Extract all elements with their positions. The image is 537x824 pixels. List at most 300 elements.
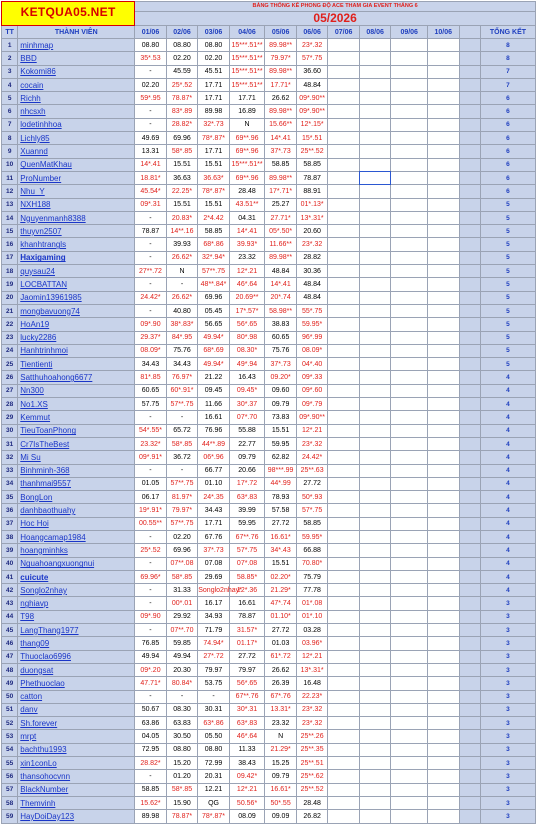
- score-cell[interactable]: [391, 504, 428, 517]
- member-name-cell[interactable]: Nn300: [18, 384, 135, 397]
- score-cell[interactable]: [328, 198, 360, 211]
- score-cell[interactable]: 88.91: [296, 185, 328, 198]
- score-cell[interactable]: [359, 411, 391, 424]
- score-cell[interactable]: [328, 118, 360, 131]
- score-cell[interactable]: 81*.85: [135, 371, 167, 384]
- score-cell[interactable]: [428, 358, 460, 371]
- score-cell[interactable]: [391, 358, 428, 371]
- score-cell[interactable]: [328, 717, 360, 730]
- score-cell[interactable]: [428, 39, 460, 52]
- score-cell[interactable]: 57*.75: [296, 52, 328, 65]
- score-cell[interactable]: [428, 770, 460, 783]
- score-cell[interactable]: 24.42*: [135, 291, 167, 304]
- score-cell[interactable]: 38*.83*: [166, 318, 198, 331]
- score-cell[interactable]: [391, 211, 428, 224]
- member-name-cell[interactable]: lodetinhhoa: [18, 118, 135, 131]
- score-cell[interactable]: 29.37*: [135, 331, 167, 344]
- member-name-cell[interactable]: QuenMatKhau: [18, 158, 135, 171]
- member-name-cell[interactable]: mongbavuong74: [18, 304, 135, 317]
- score-cell[interactable]: -: [135, 530, 167, 543]
- score-cell[interactable]: [359, 265, 391, 278]
- score-cell[interactable]: 16.17: [198, 597, 230, 610]
- score-cell[interactable]: -: [135, 464, 167, 477]
- score-cell[interactable]: 30.31: [198, 703, 230, 716]
- score-cell[interactable]: [359, 663, 391, 676]
- score-cell[interactable]: 58.85*: [229, 570, 265, 583]
- score-cell[interactable]: 63.86: [135, 717, 167, 730]
- score-cell[interactable]: 36.72: [166, 451, 198, 464]
- score-cell[interactable]: [391, 437, 428, 450]
- score-cell[interactable]: 26.62: [265, 92, 297, 105]
- score-cell[interactable]: [391, 597, 428, 610]
- score-cell[interactable]: [328, 331, 360, 344]
- member-name-cell[interactable]: quysau24: [18, 265, 135, 278]
- member-name-cell[interactable]: bachthu1993: [18, 743, 135, 756]
- score-cell[interactable]: [359, 610, 391, 623]
- score-cell[interactable]: 30.50: [166, 730, 198, 743]
- score-cell[interactable]: 08.80: [166, 743, 198, 756]
- score-cell[interactable]: [359, 118, 391, 131]
- score-cell[interactable]: [391, 451, 428, 464]
- score-cell[interactable]: 89.98**: [265, 39, 297, 52]
- score-cell[interactable]: N: [229, 118, 265, 131]
- score-cell[interactable]: 12*.21: [296, 424, 328, 437]
- score-cell[interactable]: [391, 770, 428, 783]
- score-cell[interactable]: -: [135, 251, 167, 264]
- score-cell[interactable]: 02.20: [166, 52, 198, 65]
- score-cell[interactable]: [359, 225, 391, 238]
- score-cell[interactable]: [391, 132, 428, 145]
- score-cell[interactable]: 15***.51**: [229, 158, 265, 171]
- score-cell[interactable]: 78.93: [265, 491, 297, 504]
- score-cell[interactable]: 07*.70: [229, 411, 265, 424]
- score-cell[interactable]: 75.79: [296, 570, 328, 583]
- score-cell[interactable]: 15.51: [265, 557, 297, 570]
- member-name-cell[interactable]: Sh.forever: [18, 717, 135, 730]
- score-cell[interactable]: 01.10*: [265, 610, 297, 623]
- score-cell[interactable]: [428, 464, 460, 477]
- score-cell[interactable]: [428, 251, 460, 264]
- score-cell[interactable]: [359, 730, 391, 743]
- score-cell[interactable]: 13*.31*: [296, 211, 328, 224]
- score-cell[interactable]: [428, 344, 460, 357]
- score-cell[interactable]: 23*.32: [296, 39, 328, 52]
- score-cell[interactable]: 08.80: [198, 39, 230, 52]
- score-cell[interactable]: [391, 105, 428, 118]
- score-cell[interactable]: 59.95: [265, 437, 297, 450]
- score-cell[interactable]: 65.72: [166, 424, 198, 437]
- score-cell[interactable]: 25**.52: [296, 145, 328, 158]
- score-cell[interactable]: 48**.84*: [198, 278, 230, 291]
- member-name-cell[interactable]: BongLon: [18, 491, 135, 504]
- score-cell[interactable]: -: [135, 238, 167, 251]
- member-name-cell[interactable]: Kemmut: [18, 411, 135, 424]
- score-cell[interactable]: 15.51: [265, 424, 297, 437]
- score-cell[interactable]: -: [135, 118, 167, 131]
- score-cell[interactable]: 08.80: [166, 39, 198, 52]
- score-cell[interactable]: [359, 185, 391, 198]
- score-cell[interactable]: [391, 810, 428, 823]
- score-cell[interactable]: 04*.40: [296, 358, 328, 371]
- score-cell[interactable]: 89.98**: [265, 105, 297, 118]
- member-name-cell[interactable]: BlackNumber: [18, 783, 135, 796]
- score-cell[interactable]: [328, 437, 360, 450]
- score-cell[interactable]: [328, 92, 360, 105]
- score-cell[interactable]: [428, 265, 460, 278]
- score-cell[interactable]: 17.71: [198, 145, 230, 158]
- score-cell[interactable]: -: [135, 211, 167, 224]
- member-name-cell[interactable]: ProNumber: [18, 171, 135, 184]
- score-cell[interactable]: 09*.91*: [135, 451, 167, 464]
- score-cell[interactable]: [391, 39, 428, 52]
- score-cell[interactable]: 09.20*: [265, 371, 297, 384]
- score-cell[interactable]: 54*.55*: [135, 424, 167, 437]
- score-cell[interactable]: 50.56*: [229, 796, 265, 809]
- score-cell[interactable]: [328, 557, 360, 570]
- score-cell[interactable]: 15***.51**: [229, 65, 265, 78]
- score-cell[interactable]: 09.42*: [229, 770, 265, 783]
- score-cell[interactable]: [359, 424, 391, 437]
- member-name-cell[interactable]: mrpt: [18, 730, 135, 743]
- score-cell[interactable]: 49*.94: [229, 358, 265, 371]
- score-cell[interactable]: 21.29*: [265, 743, 297, 756]
- score-cell[interactable]: 14*.41: [265, 132, 297, 145]
- score-cell[interactable]: 01.05: [135, 477, 167, 490]
- score-cell[interactable]: [391, 530, 428, 543]
- score-cell[interactable]: [391, 331, 428, 344]
- score-cell[interactable]: -: [135, 304, 167, 317]
- score-cell[interactable]: [391, 238, 428, 251]
- score-cell[interactable]: 16.61*: [265, 783, 297, 796]
- score-cell[interactable]: [328, 597, 360, 610]
- score-cell[interactable]: 17.71: [198, 92, 230, 105]
- score-cell[interactable]: 09*.33: [296, 371, 328, 384]
- score-cell[interactable]: 50*.93: [296, 491, 328, 504]
- member-name-cell[interactable]: Lichly85: [18, 132, 135, 145]
- score-cell[interactable]: 78.87*: [166, 810, 198, 823]
- score-cell[interactable]: 45.51: [198, 65, 230, 78]
- score-cell[interactable]: -: [135, 690, 167, 703]
- score-cell[interactable]: [359, 158, 391, 171]
- score-cell[interactable]: [428, 557, 460, 570]
- score-cell[interactable]: 77.78: [296, 584, 328, 597]
- score-cell[interactable]: 69.96: [166, 132, 198, 145]
- score-cell[interactable]: 01.10: [198, 477, 230, 490]
- score-cell[interactable]: [328, 39, 360, 52]
- score-cell[interactable]: 20.69**: [229, 291, 265, 304]
- score-cell[interactable]: 53.75: [198, 677, 230, 690]
- score-cell[interactable]: [391, 557, 428, 570]
- score-cell[interactable]: 55*.75: [296, 304, 328, 317]
- score-cell[interactable]: 58.85: [198, 225, 230, 238]
- score-cell[interactable]: 02.20: [198, 52, 230, 65]
- score-cell[interactable]: 59*.95: [135, 92, 167, 105]
- score-cell[interactable]: [428, 304, 460, 317]
- score-cell[interactable]: 21.22: [198, 371, 230, 384]
- score-cell[interactable]: 60.65: [135, 384, 167, 397]
- score-cell[interactable]: [428, 690, 460, 703]
- score-cell[interactable]: 09*.60: [296, 384, 328, 397]
- score-cell[interactable]: 58.85: [296, 158, 328, 171]
- score-cell[interactable]: [328, 318, 360, 331]
- score-cell[interactable]: 34*.43: [265, 544, 297, 557]
- score-cell[interactable]: 67.76: [198, 530, 230, 543]
- score-cell[interactable]: [428, 530, 460, 543]
- score-cell[interactable]: 58*.85: [166, 783, 198, 796]
- score-cell[interactable]: [391, 610, 428, 623]
- score-cell[interactable]: 15***.51**: [229, 52, 265, 65]
- score-cell[interactable]: [328, 291, 360, 304]
- score-cell[interactable]: [328, 265, 360, 278]
- score-cell[interactable]: 80*.98: [229, 331, 265, 344]
- score-cell[interactable]: [328, 424, 360, 437]
- score-cell[interactable]: 05.45: [198, 304, 230, 317]
- score-cell[interactable]: 23*.32: [296, 703, 328, 716]
- score-cell[interactable]: 58*.85: [166, 145, 198, 158]
- score-cell[interactable]: [391, 265, 428, 278]
- score-cell[interactable]: 58*.85: [166, 570, 198, 583]
- score-cell[interactable]: 12*.36: [229, 584, 265, 597]
- member-name-cell[interactable]: Themvinh: [18, 796, 135, 809]
- score-cell[interactable]: 15.51: [166, 158, 198, 171]
- score-cell[interactable]: 15.66**: [265, 118, 297, 131]
- score-cell[interactable]: [391, 570, 428, 583]
- score-cell[interactable]: 23.32: [229, 251, 265, 264]
- member-name-cell[interactable]: Phethuoclao: [18, 677, 135, 690]
- score-cell[interactable]: [428, 371, 460, 384]
- score-cell[interactable]: [328, 743, 360, 756]
- score-cell[interactable]: 20.60: [296, 225, 328, 238]
- score-cell[interactable]: -: [166, 411, 198, 424]
- score-cell[interactable]: [328, 690, 360, 703]
- score-cell[interactable]: [359, 597, 391, 610]
- score-cell[interactable]: [428, 610, 460, 623]
- score-cell[interactable]: 43.51**: [229, 198, 265, 211]
- score-cell[interactable]: 27.72: [229, 650, 265, 663]
- score-cell[interactable]: 23*.32: [296, 437, 328, 450]
- score-cell[interactable]: 61*.72: [265, 650, 297, 663]
- score-cell[interactable]: 71.79: [198, 624, 230, 637]
- score-cell[interactable]: 34.43: [166, 358, 198, 371]
- score-cell[interactable]: 68*.86: [198, 238, 230, 251]
- score-cell[interactable]: 15.51: [166, 198, 198, 211]
- score-cell[interactable]: 20.83*: [166, 211, 198, 224]
- score-cell[interactable]: 08.30*: [229, 344, 265, 357]
- member-name-cell[interactable]: Thuoclao6996: [18, 650, 135, 663]
- score-cell[interactable]: 07**.08: [166, 557, 198, 570]
- score-cell[interactable]: [391, 344, 428, 357]
- score-cell[interactable]: -: [198, 690, 230, 703]
- score-cell[interactable]: [328, 132, 360, 145]
- score-cell[interactable]: 26.62*: [166, 291, 198, 304]
- score-cell[interactable]: 17.71: [198, 517, 230, 530]
- score-cell[interactable]: 25**.26: [296, 730, 328, 743]
- score-cell[interactable]: 00.55**: [135, 517, 167, 530]
- score-cell[interactable]: [428, 52, 460, 65]
- score-cell[interactable]: 76.97*: [166, 371, 198, 384]
- member-name-cell[interactable]: lucky2286: [18, 331, 135, 344]
- score-cell[interactable]: 13.31: [135, 145, 167, 158]
- score-cell[interactable]: 25**.62: [296, 770, 328, 783]
- score-cell[interactable]: 49.94*: [198, 331, 230, 344]
- score-cell[interactable]: [359, 464, 391, 477]
- score-cell[interactable]: 17.71: [229, 92, 265, 105]
- score-cell[interactable]: 37*.73: [198, 544, 230, 557]
- score-cell[interactable]: 69**.96: [229, 171, 265, 184]
- score-cell[interactable]: [391, 424, 428, 437]
- score-cell[interactable]: [391, 225, 428, 238]
- score-cell[interactable]: [428, 517, 460, 530]
- score-cell[interactable]: 17*.71*: [265, 185, 297, 198]
- score-cell[interactable]: 08.09*: [296, 344, 328, 357]
- score-cell[interactable]: [359, 171, 391, 184]
- score-cell[interactable]: [428, 291, 460, 304]
- score-cell[interactable]: [359, 52, 391, 65]
- score-cell[interactable]: 22.77: [229, 437, 265, 450]
- member-name-cell[interactable]: duongsat: [18, 663, 135, 676]
- score-cell[interactable]: [359, 92, 391, 105]
- score-cell[interactable]: -: [135, 278, 167, 291]
- score-cell[interactable]: [359, 291, 391, 304]
- score-cell[interactable]: [359, 570, 391, 583]
- score-cell[interactable]: [328, 584, 360, 597]
- score-cell[interactable]: 78*.87*: [198, 185, 230, 198]
- score-cell[interactable]: [391, 690, 428, 703]
- score-cell[interactable]: -: [135, 557, 167, 570]
- score-cell[interactable]: 09.09: [265, 810, 297, 823]
- score-cell[interactable]: 63*.86: [198, 717, 230, 730]
- score-cell[interactable]: 49.94: [166, 650, 198, 663]
- score-cell[interactable]: [359, 65, 391, 78]
- score-cell[interactable]: 09*.79: [296, 398, 328, 411]
- score-cell[interactable]: 28.82: [296, 251, 328, 264]
- score-cell[interactable]: 09.79: [229, 451, 265, 464]
- score-cell[interactable]: [428, 743, 460, 756]
- score-cell[interactable]: 78.87: [229, 610, 265, 623]
- score-cell[interactable]: 13*.31*: [296, 663, 328, 676]
- score-cell[interactable]: 15.62*: [135, 796, 167, 809]
- score-cell[interactable]: 83*.89: [166, 105, 198, 118]
- score-cell[interactable]: 37*.73: [265, 358, 297, 371]
- score-cell[interactable]: [328, 238, 360, 251]
- score-cell[interactable]: 31.33: [166, 584, 198, 597]
- score-cell[interactable]: [428, 730, 460, 743]
- score-cell[interactable]: 46*.64: [229, 730, 265, 743]
- score-cell[interactable]: 04.31: [229, 211, 265, 224]
- score-cell[interactable]: [359, 584, 391, 597]
- score-cell[interactable]: [391, 584, 428, 597]
- score-cell[interactable]: [391, 291, 428, 304]
- score-cell[interactable]: -: [166, 464, 198, 477]
- score-cell[interactable]: [428, 783, 460, 796]
- score-cell[interactable]: 48.84: [265, 265, 297, 278]
- score-cell[interactable]: 44**.89: [198, 437, 230, 450]
- score-cell[interactable]: 58.85: [296, 517, 328, 530]
- score-cell[interactable]: [328, 185, 360, 198]
- score-cell[interactable]: [359, 238, 391, 251]
- member-name-cell[interactable]: thansohocvnn: [18, 770, 135, 783]
- score-cell[interactable]: [428, 491, 460, 504]
- score-cell[interactable]: [359, 358, 391, 371]
- score-cell[interactable]: [359, 78, 391, 91]
- score-cell[interactable]: 15*.51: [296, 132, 328, 145]
- score-cell[interactable]: [391, 517, 428, 530]
- score-cell[interactable]: 30*.37: [229, 398, 265, 411]
- score-cell[interactable]: [359, 530, 391, 543]
- score-cell[interactable]: 15.90: [166, 796, 198, 809]
- score-cell[interactable]: [428, 145, 460, 158]
- score-cell[interactable]: 09*.90**: [296, 92, 328, 105]
- score-cell[interactable]: 69**.96: [229, 132, 265, 145]
- member-name-cell[interactable]: minhmap: [18, 39, 135, 52]
- score-cell[interactable]: 58.85: [265, 158, 297, 171]
- score-cell[interactable]: 31.57*: [229, 624, 265, 637]
- score-cell[interactable]: 96*.99: [296, 331, 328, 344]
- score-cell[interactable]: [391, 318, 428, 331]
- score-cell[interactable]: 69.96: [166, 544, 198, 557]
- score-cell[interactable]: 12.21: [198, 783, 230, 796]
- score-cell[interactable]: [428, 703, 460, 716]
- score-cell[interactable]: Songlo2nhay*: [198, 584, 230, 597]
- score-cell[interactable]: 08.09*: [135, 344, 167, 357]
- score-cell[interactable]: [328, 145, 360, 158]
- score-cell[interactable]: 39.93*: [229, 238, 265, 251]
- score-cell[interactable]: 79.97*: [166, 504, 198, 517]
- score-cell[interactable]: 69.96*: [135, 570, 167, 583]
- score-cell[interactable]: 09*.90: [135, 318, 167, 331]
- score-cell[interactable]: [359, 770, 391, 783]
- score-cell[interactable]: [359, 371, 391, 384]
- score-cell[interactable]: 38.83: [265, 318, 297, 331]
- score-cell[interactable]: 11.66: [198, 398, 230, 411]
- score-cell[interactable]: 60.65: [265, 331, 297, 344]
- score-cell[interactable]: [328, 757, 360, 770]
- score-cell[interactable]: [391, 637, 428, 650]
- score-cell[interactable]: [359, 437, 391, 450]
- score-cell[interactable]: 17*.57*: [229, 304, 265, 317]
- score-cell[interactable]: 07**.70: [166, 624, 198, 637]
- score-cell[interactable]: [359, 703, 391, 716]
- score-cell[interactable]: 78*.87*: [198, 132, 230, 145]
- member-name-cell[interactable]: Hanhtrinhmoi: [18, 344, 135, 357]
- score-cell[interactable]: 21.29*: [265, 584, 297, 597]
- member-name-cell[interactable]: thang09: [18, 637, 135, 650]
- score-cell[interactable]: [328, 171, 360, 184]
- score-cell[interactable]: [391, 78, 428, 91]
- score-cell[interactable]: [428, 650, 460, 663]
- score-cell[interactable]: [328, 610, 360, 623]
- score-cell[interactable]: [359, 145, 391, 158]
- score-cell[interactable]: 25*.52: [135, 544, 167, 557]
- score-cell[interactable]: [359, 331, 391, 344]
- score-cell[interactable]: 27.72: [296, 477, 328, 490]
- score-cell[interactable]: 63.83: [166, 717, 198, 730]
- score-cell[interactable]: 15.51: [198, 158, 230, 171]
- score-cell[interactable]: 08.09: [229, 810, 265, 823]
- score-cell[interactable]: [428, 637, 460, 650]
- member-name-cell[interactable]: Nguyenmanh8388: [18, 211, 135, 224]
- score-cell[interactable]: [428, 663, 460, 676]
- score-cell[interactable]: 89.98**: [265, 251, 297, 264]
- score-cell[interactable]: 89.98: [135, 810, 167, 823]
- score-cell[interactable]: [328, 517, 360, 530]
- score-cell[interactable]: [428, 544, 460, 557]
- score-cell[interactable]: 79.97: [198, 663, 230, 676]
- score-cell[interactable]: 48.84: [296, 291, 328, 304]
- score-cell[interactable]: [328, 105, 360, 118]
- score-cell[interactable]: 12*.15*: [296, 118, 328, 131]
- score-cell[interactable]: 57**.75: [166, 398, 198, 411]
